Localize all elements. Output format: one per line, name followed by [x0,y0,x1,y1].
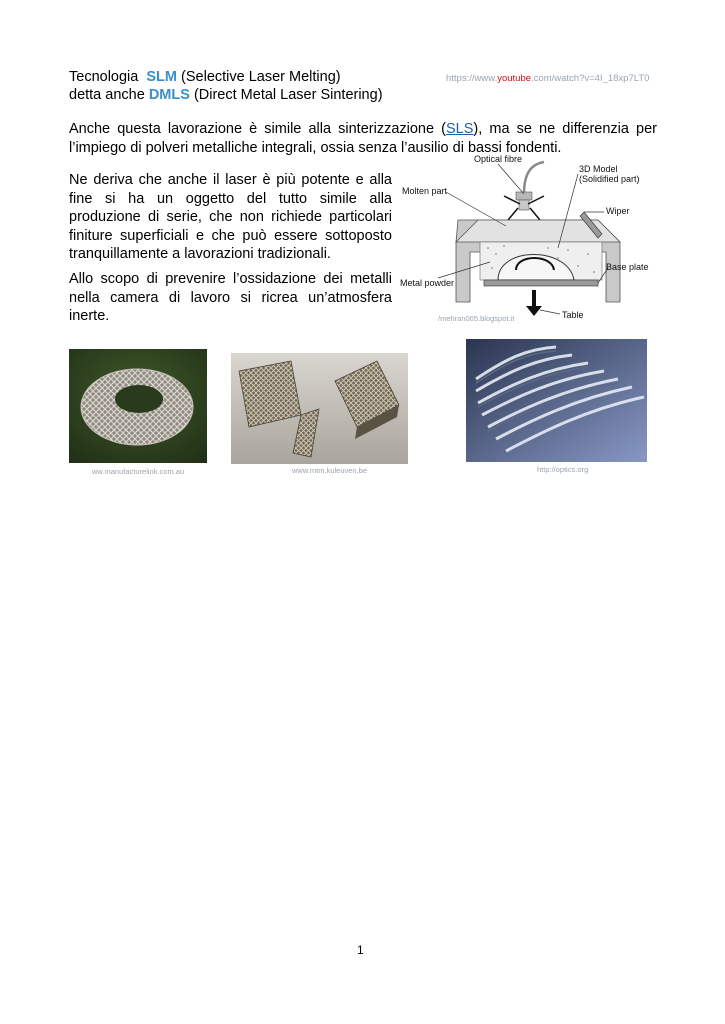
intro-text-end: ), ma se ne differenzia per l’impiego di polveri metalliche integrali, ossia senza l’ausilio di bassi fondenti. [69,121,657,156]
title-prefix: Tecnologia [69,69,139,85]
subtitle-prefix: detta anche [69,87,145,103]
body-paragraph-2: Allo scopo di prevenire l’ossidazione dei metalli nella camera di lavoro si ricrea un’atmosfera inerte. [69,271,392,324]
label-base-plate: Base plate [606,262,649,272]
sls-link[interactable]: SLS [446,121,474,137]
body-paragraph-1: Ne deriva che anche il laser è più potente e alla fine si ha un oggetto del tutto simile alla produzione di serie, che non richiede particolari finiture superficiali e che può essere sottoposto tranquillamente a lavorazioni tradizionali. [69,172,392,262]
label-table: Table [562,310,584,320]
label-optical-fibre: Optical fibre [474,154,523,164]
title-line-2 [69,86,383,104]
title-line-1 [69,68,341,86]
label-solidified-part: (Solidified part) [579,174,640,184]
url-highlight: youtube [497,73,532,84]
acronym-dmls: DMLS [148,87,190,103]
subtitle-expansion: (Direct Metal Laser Sintering) [193,87,383,103]
label-wiper: Wiper [606,206,630,216]
photo-lattice-cubes [231,353,408,464]
photo-credit-1: ww.manufacturelink.com.au [92,467,185,476]
photo-metal-fins [466,339,647,462]
photo-credit-3: http://optics.org [537,465,589,474]
intro-text-start: Anche questa lavorazione è simile alla sinterizzazione ( [69,121,446,137]
url-prefix: https://www. [446,73,498,84]
label-metal-powder: Metal powder [400,278,455,288]
video-link[interactable] [446,73,649,84]
url-suffix: .com/watch?v=4I_18xp7LT0 [531,73,650,84]
acronym-slm: SLM [146,69,177,85]
page-number: 1 [357,943,364,957]
diagram-credit: /mehran005.blogspot.it [438,314,515,323]
photo-lattice-ring [69,349,207,463]
label-3d-model: 3D Model [579,164,618,174]
label-molten-part: Molten part [402,186,448,196]
slm-diagram [398,150,660,330]
photo-credit-2: www.mtm.kuleuven.be [292,466,368,475]
title-expansion: (Selective Laser Melting) [181,69,341,85]
